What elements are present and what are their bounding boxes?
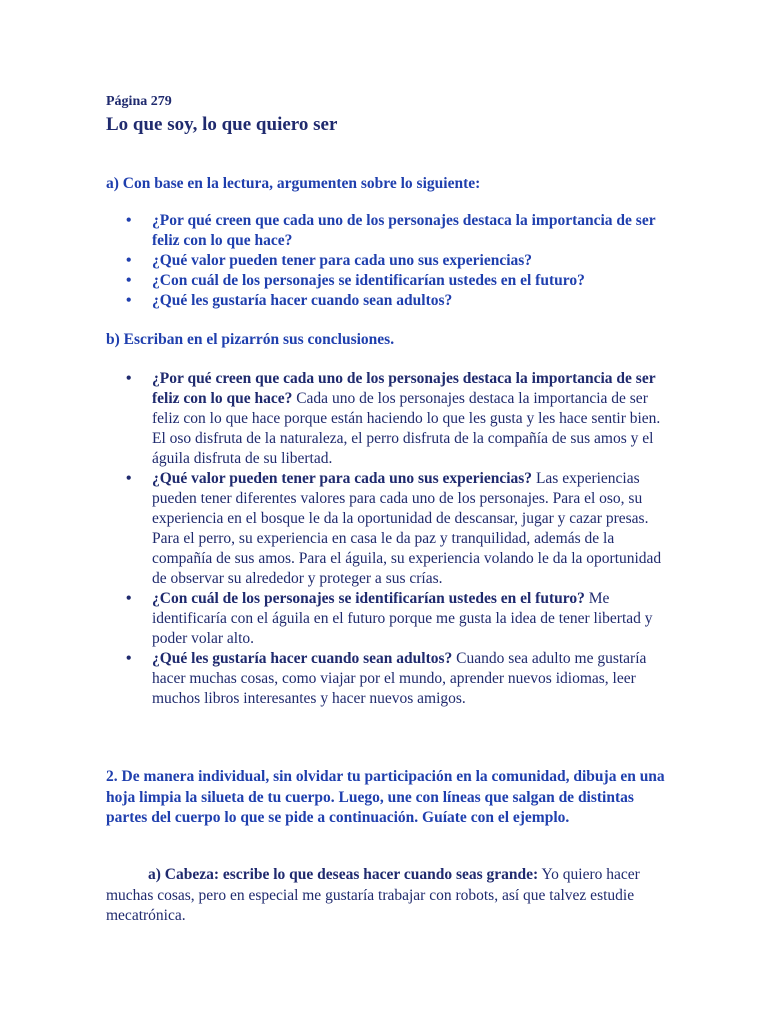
list-item	[106, 211, 676, 251]
page-title: Lo que soy, lo que quiero ser	[106, 114, 338, 135]
answer-text: Me identificaría con el águila en el futuro porque me gusta la idea de tener libertad y poder volar alto.	[152, 590, 653, 647]
section-b-heading: b) Escriban en el pizarrón sus conclusiones.	[106, 331, 395, 348]
answer-text: Cuando sea adulto me gustaría hacer muchas cosas, como viajar por el mundo, aprender nuevos idiomas, leer muchos libros interesantes y hacer nuevos amigos.	[152, 650, 647, 707]
question-text: ¿Con cuál de los personajes se identificarían ustedes en el futuro?	[152, 272, 585, 289]
bullet-icon: •	[126, 370, 132, 387]
list-item	[106, 251, 676, 271]
bullet-icon: •	[126, 650, 132, 667]
bullet-icon: •	[126, 470, 132, 487]
section-b-answer-list	[106, 369, 676, 709]
question-text: ¿Qué valor pueden tener para cada uno sus experiencias?	[152, 470, 533, 487]
bullet-icon: •	[126, 212, 132, 229]
activity-2a-label: a) Cabeza: escribe lo que deseas hacer cuando seas grande:	[148, 866, 539, 883]
question-text: ¿Con cuál de los personajes se identificarían ustedes en el futuro?	[152, 590, 585, 607]
activity-2a-answer: Yo quiero hacer muchas cosas, pero en especial me gustaría trabajar con robots, así que talvez estudie mecatrónica.	[106, 866, 640, 924]
bullet-icon: •	[126, 590, 132, 607]
bullet-icon: •	[126, 252, 132, 269]
bullet-icon: •	[126, 272, 132, 289]
list-item	[106, 369, 676, 469]
list-item	[106, 271, 676, 291]
section-a-question-list	[106, 211, 676, 311]
bullet-icon: •	[126, 292, 132, 309]
activity-2a-paragraph	[106, 865, 666, 927]
activity-2-instructions: 2. De manera individual, sin olvidar tu participación en la comunidad, dibuja en una hoja limpia la silueta de tu cuerpo. Luego, une con líneas que salgan de distintas partes del cuerpo lo que se pide a continuación. Guíate con el ejemplo.	[106, 768, 665, 826]
question-text: ¿Qué les gustaría hacer cuando sean adultos?	[152, 650, 453, 667]
answer-text: Cada uno de los personajes destaca la importancia de ser feliz con lo que hace porque están haciendo lo que les gusta y les hace sentir bien. El oso disfruta de la naturaleza, el perro disfruta de la compañía de sus amos y el águila disfruta de su libertad.	[152, 390, 661, 467]
question-text: ¿Por qué creen que cada uno de los personajes destaca la importancia de ser feliz con lo que hace?	[152, 212, 656, 249]
section-a-heading: a) Con base en la lectura, argumenten sobre lo siguiente:	[106, 175, 481, 192]
list-item	[106, 649, 676, 709]
list-item	[106, 469, 676, 589]
list-item	[106, 291, 676, 311]
question-text: ¿Qué valor pueden tener para cada uno sus experiencias?	[152, 252, 533, 269]
page-number: Página 279	[106, 94, 172, 109]
question-text: ¿Qué les gustaría hacer cuando sean adultos?	[152, 292, 453, 309]
answer-text: Las experiencias pueden tener diferentes valores para cada uno de los personajes. Para el oso, su experiencia en el bosque le da la oportunidad de descansar, jugar y cazar presas. Para el perro, su experiencia en casa le da paz y tranquilidad, además de la compañía de sus amos. Para el águila, su experiencia volando le da la oportunidad de observar su alrededor y proteger a sus crías.	[152, 470, 662, 587]
question-text: ¿Por qué creen que cada uno de los personajes destaca la importancia de ser feliz con lo que hace?	[152, 370, 656, 407]
list-item	[106, 589, 676, 649]
